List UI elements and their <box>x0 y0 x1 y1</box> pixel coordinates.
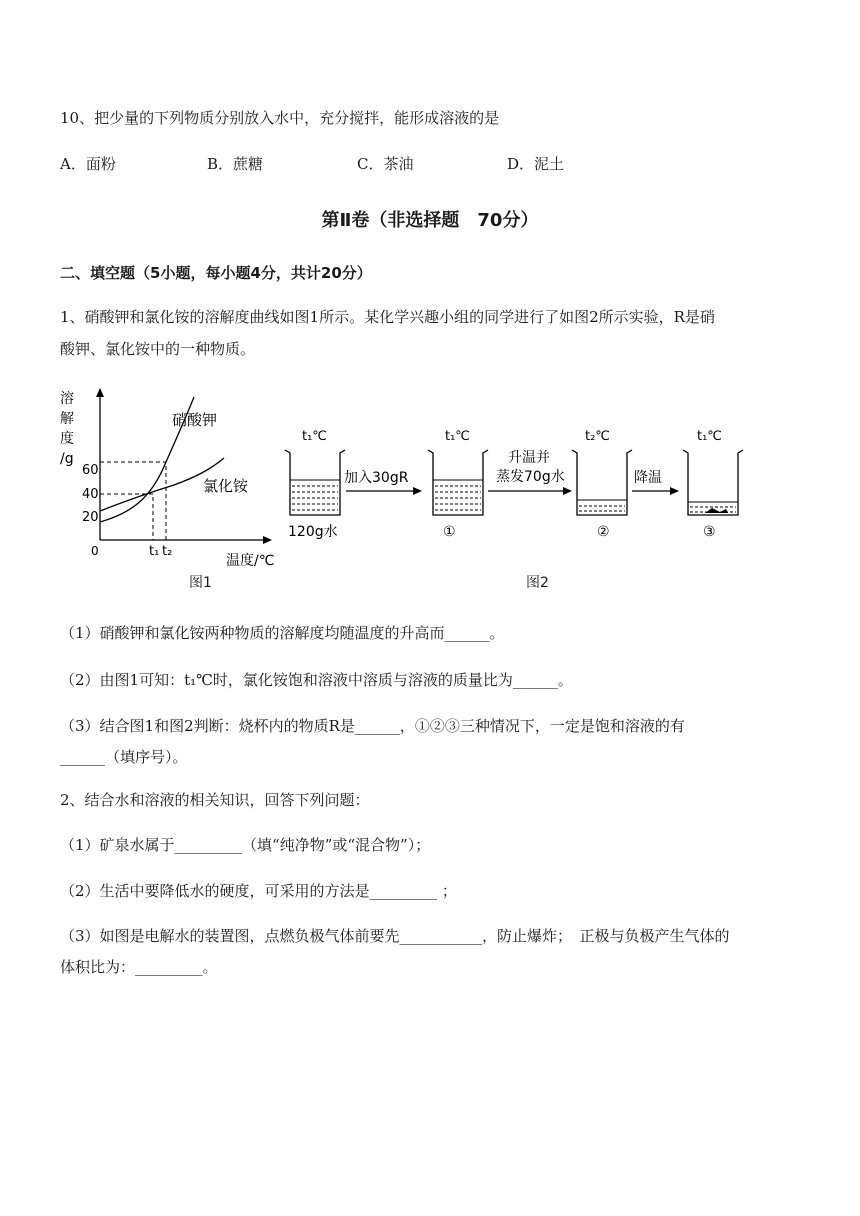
beaker2 <box>572 450 632 515</box>
fig1-ylabel-char-3: 度 <box>60 431 74 447</box>
beaker1-marker: ① <box>443 524 456 540</box>
q2-sub2: （2）生活中要降低水的硬度，可采用的方法是_________ ； <box>60 882 457 900</box>
fig1-x-axis-arrow <box>263 536 272 544</box>
q2-sub3-line1: （3）如图是电解水的装置图，点燃负极气体前要先___________，防止爆炸； 正极与负极产生气体的 <box>60 927 730 945</box>
figure1-solubility-chart <box>56 385 286 575</box>
arrow1-label: 加入30gR <box>344 470 409 486</box>
arrow3-label: 降温 <box>634 470 662 486</box>
q1-stem-line2: 酸钾、氯化铵中的一种物质。 <box>60 340 256 358</box>
fig1-ylabel-unit: /g <box>60 451 74 467</box>
q10-option-c: C．茶油 <box>357 155 414 173</box>
q2-sub3-line2: 体积比为：_________。 <box>60 958 218 976</box>
figure2-experiment <box>280 420 750 545</box>
q1-sub1: （1）硝酸钾和氯化铵两种物质的溶解度均随温度的升高而______。 <box>60 624 505 642</box>
beaker3 <box>683 450 743 515</box>
arrow3-head <box>670 487 679 495</box>
q1-sub3-line1: （3）结合图1和图2判断：烧杯内的物质R是______，①②③三种情况下，一定是饱和溶液的有 <box>60 717 685 735</box>
fig1-ylabel-char-1: 溶 <box>60 391 74 407</box>
fig1-ylabel-char-2: 解 <box>60 411 74 427</box>
fig1-label-kno3: 硝酸钾 <box>172 411 218 429</box>
fig1-label-nh4cl: 氯化铵 <box>203 477 249 495</box>
beaker0 <box>285 450 345 515</box>
fig2-caption: 图2 <box>526 575 549 591</box>
q10-option-a: A．面粉 <box>60 155 116 173</box>
q2-sub1: （1）矿泉水属于_________（填“纯净物”或“混合物”）； <box>60 836 431 854</box>
fig1-origin: 0 <box>91 544 99 558</box>
beaker2-liquid-fill <box>579 506 625 511</box>
q1-sub3-line2: ______（填序号）。 <box>60 748 188 766</box>
beaker1-liquid-fill <box>435 486 481 510</box>
fig1-guide-60 <box>100 462 166 540</box>
q10-option-d: D．泥土 <box>507 155 565 173</box>
q10-option-b: B．蔗糖 <box>207 155 264 173</box>
part2-title: 第Ⅱ卷（非选择题 70分） <box>321 210 539 231</box>
beaker1 <box>428 450 488 515</box>
q10-stem: 10、把少量的下列物质分别放入水中，充分搅拌，能形成溶液的是 <box>60 109 500 127</box>
beaker3-crystals <box>705 508 728 513</box>
q1-sub2: （2）由图1可知：t₁℃时，氯化铵饱和溶液中溶质与溶液的质量比为______。 <box>60 671 573 689</box>
beaker3-temp: t₁℃ <box>697 429 722 444</box>
arrow2-label-line1: 升温并 <box>508 450 550 466</box>
beaker0-label: 120g水 <box>288 524 338 540</box>
fig1-y-axis-arrow <box>96 388 104 397</box>
fig1-caption: 图1 <box>189 575 212 591</box>
beaker2-marker: ② <box>597 524 610 540</box>
arrow2-label-line2: 蒸发70g水 <box>496 469 565 485</box>
fig1-ytick-40: 40 <box>82 487 99 502</box>
fig1-ytick-60: 60 <box>82 463 99 478</box>
beaker3-marker: ③ <box>703 524 716 540</box>
fig1-xlabel: 温度/℃ <box>226 553 275 569</box>
beaker2-temp: t₂℃ <box>585 429 610 444</box>
arrow1-head <box>413 487 422 495</box>
beaker0-liquid-fill <box>292 486 338 510</box>
section2-heading: 二、填空题（5小题，每小题4分，共计20分） <box>60 264 372 282</box>
beaker0-temp: t₁℃ <box>302 429 327 444</box>
beaker1-temp: t₁℃ <box>445 429 470 444</box>
fig1-ytick-20: 20 <box>82 510 99 525</box>
q1-stem-line1: 1、硝酸钾和氯化铵的溶解度曲线如图1所示。某化学兴趣小组的同学进行了如图2所示实验，R是硝 <box>60 308 715 326</box>
fig1-xtick-t1: t₁ <box>149 544 160 559</box>
q2-stem: 2、结合水和溶液的相关知识，回答下列问题： <box>60 791 370 809</box>
fig1-xtick-t2: t₂ <box>162 544 173 559</box>
arrow2-head <box>563 487 572 495</box>
